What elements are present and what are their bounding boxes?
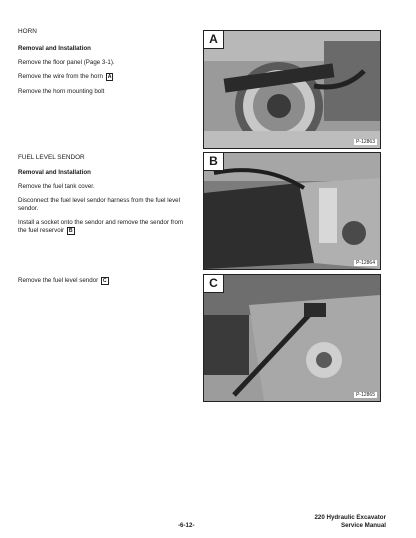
fuel-sendor-step-2: Disconnect the fuel level sendor harness from the fuel level sendor. [18, 197, 180, 212]
figure-a-label: A [204, 31, 224, 49]
horn-step-3: Remove the horn mounting bolt [18, 88, 105, 95]
figure-ref-a: A [107, 74, 112, 80]
horn-step-2-text: Remove the wire from the horn [18, 73, 103, 80]
figure-ref-b: B [68, 228, 73, 234]
sendor-harness-photo-illustration [204, 153, 380, 269]
fuel-sendor-step-3 [18, 219, 193, 235]
figure-b-label: B [204, 153, 224, 171]
fuel-sendor-step-3-text: Install a socket onto the sendor and remove the sendor from the fuel reservoir [18, 219, 184, 234]
figure-ref-c: C [102, 278, 107, 284]
horn-step-2 [18, 73, 113, 81]
figure-c-code: P-12865 [356, 392, 375, 398]
fuel-sendor-heading: FUEL LEVEL SENDOR [18, 154, 85, 161]
figure-c-label: C [204, 275, 224, 293]
footer-manual: Service Manual [340, 522, 386, 529]
horn-photo-illustration [204, 31, 380, 148]
footer-model: 220 Hydraulic Excavator [314, 514, 386, 521]
fuel-sendor-step-4 [18, 277, 109, 285]
horn-heading: HORN [18, 28, 37, 35]
sendor-removal-photo-illustration [204, 275, 380, 401]
horn-step-1: Remove the floor panel (Page 3-1). [18, 59, 115, 66]
figure-b-photo [203, 152, 381, 270]
figure-a-photo [203, 30, 381, 149]
fuel-sendor-step-1: Remove the fuel tank cover. [18, 183, 95, 190]
figure-a-code: P-12863 [356, 139, 375, 145]
figure-b-code: P-12864 [356, 260, 375, 266]
fuel-sendor-subheading: Removal and Installation [18, 169, 91, 176]
horn-subheading: Removal and Installation [18, 45, 91, 52]
page-number: -6-12- [178, 522, 195, 529]
figure-c-photo [203, 274, 381, 402]
fuel-sendor-step-4-text: Remove the fuel level sendor [18, 277, 99, 284]
